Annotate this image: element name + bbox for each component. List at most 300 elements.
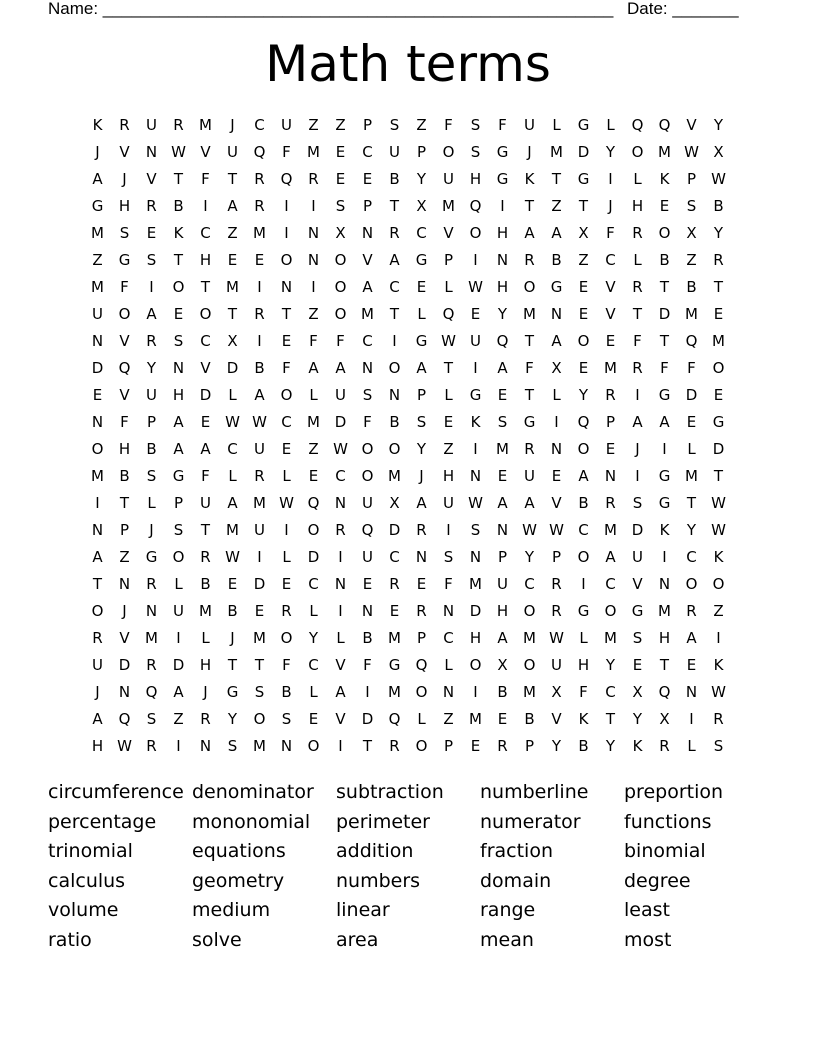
grid-letter[interactable]: N — [550, 305, 563, 323]
grid-letter[interactable]: M — [253, 494, 266, 512]
grid-letter[interactable]: R — [605, 386, 616, 404]
date-field-label[interactable]: Date: _______ — [627, 0, 739, 18]
grid-letter[interactable]: K — [713, 656, 724, 674]
grid-letter[interactable]: R — [389, 575, 400, 593]
grid-letter[interactable]: J — [203, 683, 208, 701]
grid-letter[interactable]: A — [227, 197, 238, 215]
grid-letter[interactable]: T — [173, 170, 184, 188]
grid-letter[interactable]: N — [442, 683, 455, 701]
grid-letter[interactable]: Z — [308, 116, 319, 134]
grid-letter[interactable]: F — [660, 359, 669, 377]
grid-letter[interactable]: O — [523, 656, 536, 674]
grid-letter[interactable]: I — [311, 278, 316, 296]
grid-letter[interactable]: M — [226, 521, 239, 539]
grid-letter[interactable]: M — [469, 710, 482, 728]
grid-letter[interactable]: L — [309, 602, 318, 620]
grid-letter[interactable]: R — [497, 737, 508, 755]
grid-letter[interactable]: A — [146, 305, 157, 323]
grid-letter[interactable]: T — [443, 359, 454, 377]
grid-letter[interactable]: A — [362, 278, 373, 296]
grid-letter[interactable]: N — [334, 575, 347, 593]
grid-letter[interactable]: A — [227, 494, 238, 512]
grid-letter[interactable]: Q — [415, 656, 428, 674]
grid-letter[interactable]: W — [522, 521, 537, 539]
grid-letter[interactable]: R — [524, 251, 535, 269]
grid-letter[interactable]: P — [686, 170, 697, 188]
grid-letter[interactable]: N — [280, 278, 293, 296]
grid-letter[interactable]: L — [444, 278, 453, 296]
grid-letter[interactable]: D — [388, 521, 401, 539]
grid-letter[interactable]: N — [496, 251, 509, 269]
grid-letter[interactable]: O — [523, 278, 536, 296]
grid-letter[interactable]: Q — [442, 305, 455, 323]
grid-letter[interactable]: Q — [685, 332, 698, 350]
grid-letter[interactable]: T — [173, 251, 184, 269]
grid-letter[interactable]: Z — [443, 710, 454, 728]
grid-letter[interactable]: O — [118, 305, 131, 323]
grid-letter[interactable]: H — [199, 656, 212, 674]
grid-letter[interactable]: I — [284, 521, 289, 539]
grid-letter[interactable]: A — [497, 494, 508, 512]
grid-letter[interactable]: A — [686, 629, 697, 647]
grid-letter[interactable]: E — [605, 440, 616, 458]
grid-letter[interactable]: A — [497, 359, 508, 377]
grid-letter[interactable]: V — [686, 116, 697, 134]
grid-letter[interactable]: I — [662, 440, 667, 458]
grid-letter[interactable]: A — [659, 413, 670, 431]
grid-letter[interactable]: N — [172, 359, 185, 377]
grid-letter[interactable]: E — [470, 305, 481, 323]
grid-letter[interactable]: N — [469, 548, 482, 566]
grid-letter[interactable]: L — [309, 683, 318, 701]
grid-letter[interactable]: J — [527, 143, 532, 161]
grid-letter[interactable]: K — [524, 170, 535, 188]
grid-letter[interactable]: R — [119, 116, 130, 134]
grid-letter[interactable]: V — [335, 656, 346, 674]
grid-letter[interactable]: A — [416, 359, 427, 377]
grid-letter[interactable]: J — [635, 440, 640, 458]
grid-letter[interactable]: G — [415, 332, 428, 350]
grid-letter[interactable]: N — [658, 575, 671, 593]
grid-letter[interactable]: L — [552, 116, 561, 134]
grid-letter[interactable]: P — [497, 548, 508, 566]
grid-letter[interactable]: C — [443, 629, 454, 647]
grid-letter[interactable]: C — [605, 251, 616, 269]
grid-letter[interactable]: Q — [388, 710, 401, 728]
grid-letter[interactable]: V — [551, 710, 562, 728]
grid-letter[interactable]: O — [334, 278, 347, 296]
grid-letter[interactable]: F — [282, 656, 291, 674]
grid-letter[interactable]: B — [173, 197, 184, 215]
grid-letter[interactable]: R — [659, 737, 670, 755]
grid-letter[interactable]: I — [473, 440, 478, 458]
grid-letter[interactable]: D — [577, 143, 590, 161]
grid-letter[interactable]: Z — [308, 440, 319, 458]
grid-letter[interactable]: I — [473, 683, 478, 701]
grid-letter[interactable]: U — [443, 170, 454, 188]
grid-letter[interactable]: G — [631, 602, 644, 620]
grid-letter[interactable]: Y — [308, 629, 319, 647]
grid-letter[interactable]: E — [497, 710, 508, 728]
grid-letter[interactable]: J — [122, 170, 127, 188]
grid-letter[interactable]: S — [173, 521, 184, 539]
grid-letter[interactable]: O — [280, 386, 293, 404]
grid-letter[interactable]: W — [441, 332, 456, 350]
grid-letter[interactable]: R — [146, 656, 157, 674]
grid-letter[interactable]: F — [444, 575, 453, 593]
grid-letter[interactable]: E — [605, 332, 616, 350]
grid-letter[interactable]: R — [92, 629, 103, 647]
grid-letter[interactable]: E — [578, 305, 589, 323]
name-field-label[interactable]: Name: ______________________________________________________ — [48, 0, 614, 18]
grid-letter[interactable]: M — [253, 224, 266, 242]
grid-letter[interactable]: P — [119, 521, 130, 539]
grid-letter[interactable]: U — [335, 386, 346, 404]
grid-letter[interactable]: E — [713, 305, 724, 323]
grid-letter[interactable]: Q — [118, 359, 131, 377]
grid-letter[interactable]: A — [524, 224, 535, 242]
grid-letter[interactable]: R — [146, 197, 157, 215]
grid-letter[interactable]: Y — [632, 710, 643, 728]
grid-letter[interactable]: L — [444, 386, 453, 404]
grid-letter[interactable]: I — [635, 467, 640, 485]
grid-letter[interactable]: R — [632, 224, 643, 242]
grid-letter[interactable]: O — [577, 548, 590, 566]
grid-letter[interactable]: W — [333, 440, 348, 458]
grid-letter[interactable]: K — [632, 737, 643, 755]
grid-letter[interactable]: C — [389, 548, 400, 566]
grid-letter[interactable]: E — [362, 575, 373, 593]
grid-letter[interactable]: R — [389, 737, 400, 755]
grid-letter[interactable]: R — [416, 602, 427, 620]
grid-letter[interactable]: R — [605, 494, 616, 512]
grid-letter[interactable]: R — [254, 197, 265, 215]
grid-letter[interactable]: M — [145, 629, 158, 647]
grid-letter[interactable]: O — [361, 467, 374, 485]
grid-letter[interactable]: W — [711, 521, 726, 539]
grid-letter[interactable]: L — [201, 629, 210, 647]
grid-letter[interactable]: U — [443, 494, 454, 512]
grid-letter[interactable]: F — [498, 116, 507, 134]
grid-letter[interactable]: F — [687, 359, 696, 377]
grid-letter[interactable]: L — [174, 575, 183, 593]
grid-letter[interactable]: G — [523, 413, 536, 431]
grid-letter[interactable]: X — [632, 683, 643, 701]
grid-letter[interactable]: S — [497, 413, 508, 431]
grid-letter[interactable]: G — [577, 602, 590, 620]
grid-letter[interactable]: U — [632, 548, 643, 566]
grid-letter[interactable]: G — [118, 251, 131, 269]
grid-letter[interactable]: R — [335, 521, 346, 539]
grid-letter[interactable]: R — [173, 116, 184, 134]
grid-letter[interactable]: M — [91, 278, 104, 296]
grid-letter[interactable]: X — [578, 224, 589, 242]
grid-letter[interactable]: D — [226, 359, 239, 377]
grid-letter[interactable]: C — [200, 224, 211, 242]
grid-letter[interactable]: Q — [280, 170, 293, 188]
grid-letter[interactable]: W — [225, 413, 240, 431]
grid-letter[interactable]: O — [523, 602, 536, 620]
grid-letter[interactable]: J — [122, 602, 127, 620]
grid-letter[interactable]: U — [470, 332, 481, 350]
grid-letter[interactable]: G — [658, 467, 671, 485]
grid-letter[interactable]: U — [524, 116, 535, 134]
grid-letter[interactable]: N — [469, 467, 482, 485]
grid-letter[interactable]: Y — [605, 737, 616, 755]
grid-letter[interactable]: F — [120, 413, 129, 431]
grid-letter[interactable]: A — [551, 332, 562, 350]
grid-letter[interactable]: R — [254, 305, 265, 323]
grid-letter[interactable]: P — [443, 251, 454, 269]
grid-letter[interactable]: V — [335, 710, 346, 728]
grid-letter[interactable]: S — [443, 548, 454, 566]
grid-letter[interactable]: U — [92, 656, 103, 674]
grid-letter[interactable]: N — [415, 548, 428, 566]
grid-letter[interactable]: K — [578, 710, 589, 728]
grid-letter[interactable]: N — [145, 602, 158, 620]
grid-letter[interactable]: S — [254, 683, 265, 701]
grid-letter[interactable]: T — [659, 278, 670, 296]
grid-letter[interactable]: F — [201, 170, 210, 188]
grid-letter[interactable]: C — [308, 575, 319, 593]
grid-letter[interactable]: O — [172, 548, 185, 566]
grid-letter[interactable]: C — [416, 224, 427, 242]
grid-letter[interactable]: N — [199, 737, 212, 755]
grid-letter[interactable]: N — [361, 224, 374, 242]
grid-letter[interactable]: S — [227, 737, 238, 755]
grid-letter[interactable]: U — [524, 467, 535, 485]
grid-letter[interactable]: D — [658, 305, 671, 323]
grid-letter[interactable]: R — [254, 170, 265, 188]
grid-letter[interactable]: C — [362, 332, 373, 350]
grid-letter[interactable]: J — [419, 467, 424, 485]
grid-letter[interactable]: U — [362, 548, 373, 566]
grid-letter[interactable]: B — [659, 251, 670, 269]
grid-letter[interactable]: M — [307, 143, 320, 161]
grid-letter[interactable]: H — [91, 737, 104, 755]
grid-letter[interactable]: G — [577, 116, 590, 134]
grid-letter[interactable]: B — [389, 170, 400, 188]
grid-letter[interactable]: A — [524, 494, 535, 512]
grid-letter[interactable]: V — [200, 359, 211, 377]
grid-letter[interactable]: G — [577, 170, 590, 188]
grid-letter[interactable]: Z — [119, 548, 130, 566]
grid-letter[interactable]: S — [119, 224, 130, 242]
grid-letter[interactable]: N — [442, 602, 455, 620]
grid-letter[interactable]: U — [200, 494, 211, 512]
grid-letter[interactable]: N — [550, 440, 563, 458]
grid-letter[interactable]: I — [446, 521, 451, 539]
grid-letter[interactable]: F — [363, 413, 372, 431]
grid-letter[interactable]: D — [334, 413, 347, 431]
grid-letter[interactable]: O — [91, 602, 104, 620]
grid-letter[interactable]: V — [119, 332, 130, 350]
grid-letter[interactable]: H — [469, 629, 482, 647]
grid-letter[interactable]: F — [282, 359, 291, 377]
grid-letter[interactable]: H — [658, 629, 671, 647]
grid-letter[interactable]: U — [254, 521, 265, 539]
grid-letter[interactable]: E — [227, 575, 238, 593]
grid-letter[interactable]: M — [604, 359, 617, 377]
grid-letter[interactable]: G — [496, 170, 509, 188]
grid-letter[interactable]: B — [146, 440, 157, 458]
grid-letter[interactable]: H — [118, 440, 131, 458]
grid-letter[interactable]: B — [281, 683, 292, 701]
grid-letter[interactable]: F — [309, 332, 318, 350]
grid-letter[interactable]: I — [581, 575, 586, 593]
grid-letter[interactable]: K — [713, 548, 724, 566]
grid-letter[interactable]: H — [469, 170, 482, 188]
grid-letter[interactable]: F — [579, 683, 588, 701]
grid-letter[interactable]: E — [686, 656, 697, 674]
grid-letter[interactable]: O — [388, 359, 401, 377]
grid-letter[interactable]: M — [604, 521, 617, 539]
grid-letter[interactable]: N — [91, 521, 104, 539]
grid-letter[interactable]: T — [119, 494, 130, 512]
grid-letter[interactable]: O — [604, 602, 617, 620]
grid-letter[interactable]: E — [308, 467, 319, 485]
grid-letter[interactable]: Z — [173, 710, 184, 728]
grid-letter[interactable]: H — [172, 386, 185, 404]
grid-letter[interactable]: A — [173, 413, 184, 431]
grid-letter[interactable]: T — [578, 197, 589, 215]
grid-letter[interactable]: W — [225, 548, 240, 566]
grid-letter[interactable]: M — [388, 467, 401, 485]
grid-letter[interactable]: T — [200, 278, 211, 296]
grid-letter[interactable]: L — [444, 656, 453, 674]
grid-letter[interactable]: Q — [145, 683, 158, 701]
grid-letter[interactable]: R — [146, 737, 157, 755]
grid-letter[interactable]: Q — [577, 413, 590, 431]
grid-letter[interactable]: I — [257, 332, 262, 350]
grid-letter[interactable]: W — [711, 170, 726, 188]
grid-letter[interactable]: J — [608, 197, 613, 215]
grid-letter[interactable]: I — [500, 197, 505, 215]
grid-letter[interactable]: R — [281, 602, 292, 620]
grid-letter[interactable]: I — [365, 683, 370, 701]
grid-letter[interactable]: S — [389, 116, 400, 134]
grid-letter[interactable]: X — [659, 710, 670, 728]
grid-letter[interactable]: I — [284, 197, 289, 215]
grid-letter[interactable]: I — [473, 359, 478, 377]
grid-letter[interactable]: G — [712, 413, 725, 431]
grid-letter[interactable]: O — [685, 575, 698, 593]
grid-letter[interactable]: P — [146, 413, 157, 431]
grid-letter[interactable]: E — [389, 602, 400, 620]
grid-letter[interactable]: H — [631, 197, 644, 215]
grid-letter[interactable]: M — [685, 305, 698, 323]
grid-letter[interactable]: Z — [416, 116, 427, 134]
grid-letter[interactable]: E — [416, 575, 427, 593]
grid-letter[interactable]: T — [227, 656, 238, 674]
grid-letter[interactable]: I — [716, 629, 721, 647]
grid-letter[interactable]: W — [468, 278, 483, 296]
grid-letter[interactable]: O — [469, 656, 482, 674]
grid-letter[interactable]: M — [361, 305, 374, 323]
grid-letter[interactable]: Z — [308, 305, 319, 323]
grid-letter[interactable]: M — [523, 305, 536, 323]
grid-letter[interactable]: C — [308, 656, 319, 674]
grid-letter[interactable]: S — [686, 197, 697, 215]
grid-letter[interactable]: P — [551, 548, 562, 566]
grid-letter[interactable]: E — [335, 170, 346, 188]
grid-letter[interactable]: P — [416, 629, 427, 647]
grid-letter[interactable]: F — [444, 116, 453, 134]
grid-letter[interactable]: Y — [524, 548, 535, 566]
grid-letter[interactable]: G — [658, 494, 671, 512]
grid-letter[interactable]: T — [389, 197, 400, 215]
grid-letter[interactable]: M — [658, 602, 671, 620]
grid-letter[interactable]: A — [551, 224, 562, 242]
grid-letter[interactable]: I — [149, 278, 154, 296]
grid-letter[interactable]: T — [227, 305, 238, 323]
grid-letter[interactable]: G — [172, 467, 185, 485]
grid-letter[interactable]: A — [173, 440, 184, 458]
grid-letter[interactable]: C — [200, 332, 211, 350]
grid-letter[interactable]: L — [309, 386, 318, 404]
grid-letter[interactable]: O — [307, 521, 320, 539]
grid-letter[interactable]: U — [146, 116, 157, 134]
grid-letter[interactable]: R — [146, 575, 157, 593]
grid-letter[interactable]: E — [686, 413, 697, 431]
grid-letter[interactable]: M — [253, 737, 266, 755]
grid-letter[interactable]: M — [226, 278, 239, 296]
grid-letter[interactable]: F — [120, 278, 129, 296]
grid-letter[interactable]: D — [361, 710, 374, 728]
grid-letter[interactable]: I — [554, 413, 559, 431]
grid-letter[interactable]: A — [254, 386, 265, 404]
grid-letter[interactable]: B — [389, 413, 400, 431]
grid-letter[interactable]: M — [523, 629, 536, 647]
grid-letter[interactable]: J — [230, 116, 235, 134]
grid-letter[interactable]: S — [173, 332, 184, 350]
grid-letter[interactable]: X — [389, 494, 400, 512]
grid-letter[interactable]: T — [551, 170, 562, 188]
grid-letter[interactable]: E — [200, 413, 211, 431]
grid-letter[interactable]: I — [257, 278, 262, 296]
grid-letter[interactable]: F — [525, 359, 534, 377]
grid-letter[interactable]: O — [280, 251, 293, 269]
grid-letter[interactable]: Z — [551, 197, 562, 215]
grid-letter[interactable]: U — [173, 602, 184, 620]
grid-letter[interactable]: O — [577, 332, 590, 350]
grid-letter[interactable]: E — [227, 251, 238, 269]
grid-letter[interactable]: H — [496, 278, 509, 296]
grid-letter[interactable]: W — [252, 413, 267, 431]
grid-letter[interactable]: P — [362, 197, 373, 215]
grid-letter[interactable]: D — [172, 656, 185, 674]
grid-letter[interactable]: V — [119, 143, 130, 161]
grid-letter[interactable]: D — [253, 575, 266, 593]
grid-letter[interactable]: I — [257, 548, 262, 566]
grid-letter[interactable]: O — [415, 683, 428, 701]
grid-letter[interactable]: E — [254, 602, 265, 620]
grid-letter[interactable]: R — [200, 710, 211, 728]
grid-letter[interactable]: N — [118, 683, 131, 701]
grid-letter[interactable]: T — [524, 332, 535, 350]
grid-letter[interactable]: N — [280, 737, 293, 755]
grid-letter[interactable]: Z — [92, 251, 103, 269]
grid-letter[interactable]: W — [684, 143, 699, 161]
grid-letter[interactable]: N — [361, 359, 374, 377]
grid-letter[interactable]: M — [496, 440, 509, 458]
grid-letter[interactable]: W — [549, 521, 564, 539]
grid-letter[interactable]: M — [91, 224, 104, 242]
grid-letter[interactable]: M — [604, 629, 617, 647]
grid-letter[interactable]: Q — [496, 332, 509, 350]
grid-letter[interactable]: R — [551, 575, 562, 593]
grid-letter[interactable]: J — [149, 521, 154, 539]
